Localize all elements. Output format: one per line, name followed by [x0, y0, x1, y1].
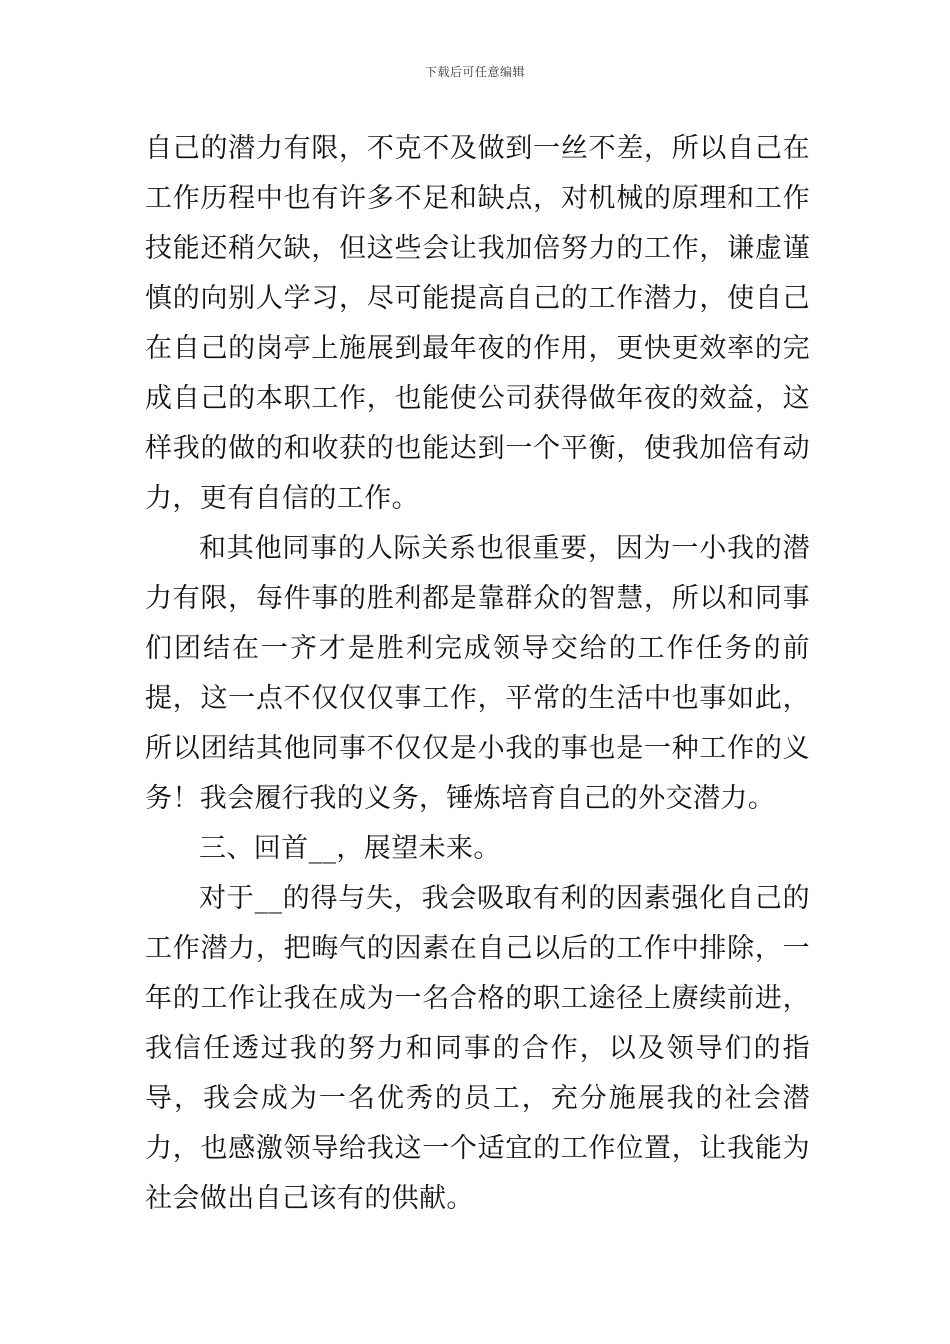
paragraph-colleague-relations: 和其他同事的人际关系也很重要，因为一小我的潜力有限，每件事的胜利都是靠群众的智慧，所以和同事们团结在一齐才是胜利完成领导交给的工作任务的前提，这一点不仅仅仅事工作，平常的生活中也事如此，所以团结其他同事不仅仅是小我的事也是一种工作的义务！我会履行我的义务，锤炼培育自己的外交潜力。: [145, 533, 810, 814]
paragraph-continuation: 自己的潜力有限，不克不及做到一丝不差，所以自己在工作历程中也有许多不足和缺点，对机械的原理和工作技能还稍欠缺，但这些会让我加倍努力的工作，谦虚谨慎的向别人学习，尽可能提高自己的工作潜力，使自己在自己的岗亭上施展到最年夜的作用，更快更效率的完成自己的本职工作，也能使公司获得做年夜的效益，这样我的做的和收获的也能达到一个平衡，使我加倍有动力，更有自信的工作。: [145, 133, 810, 514]
paragraph-gains-losses: 对于__的得与失，我会吸取有利的因素强化自己的工作潜力，把晦气的因素在自己以后的工作中排除，一年的工作让我在成为一名合格的职工途径上赓续前进，我信任透过我的努力和同事的合作，以及领导们的指导，我会成为一名优秀的员工，充分施展我的社会潜力，也感激领导给我这一个适宜的工作位置，让我能为社会做出自己该有的供献。: [145, 883, 810, 1214]
section-heading-review-outlook: 三、回首__，展望未来。: [199, 833, 501, 864]
document-body: [145, 124, 810, 1224]
page-header: 下载后可任意编辑: [424, 65, 525, 79]
